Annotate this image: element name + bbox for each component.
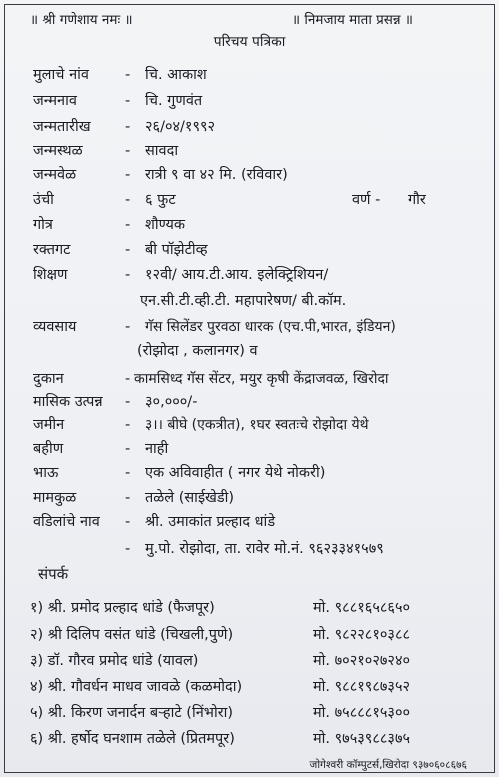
dob-value: २६/०४/१९९२ <box>145 119 216 135</box>
contact-entry-mobile: मो. ७०२१०२७२४० <box>313 653 411 669</box>
separator-dash: - <box>125 417 131 433</box>
income-label: मासिक उत्पन्न <box>33 394 103 410</box>
contact-entry-name: १) श्री. प्रमोद प्रल्हाद धांडे (फैजपूर) <box>30 600 215 616</box>
contact-entry-mobile: मो. ७५८८८१५३०० <box>313 705 411 721</box>
income-value: ३०,०००/- <box>145 394 198 410</box>
separator-dash: - <box>125 143 131 159</box>
contact-entry-mobile: मो. ९८२२८१०३८८ <box>313 627 411 643</box>
separator-dash: - <box>125 93 131 109</box>
separator-dash: - <box>125 394 131 410</box>
separator-dash: - <box>125 167 131 183</box>
gotra-label: गोत्र <box>33 217 53 233</box>
brother-label: भाऊ <box>33 465 59 481</box>
occupation-value-line1: गॅस सिलेंडर पुरवठा धारक (एच.पी,भारत, इंडियन) <box>145 319 396 335</box>
shop-value: कामसिध्द गॅस सेंटर, मयुर कृषी केंद्राजवळ, खिरोदा <box>134 371 389 387</box>
sister-value: नाही <box>145 441 169 457</box>
land-label: जमीन <box>33 417 65 433</box>
complexion-value: गौर <box>408 192 426 208</box>
maternal-family-value: तळेले (साईखेडी) <box>145 490 235 506</box>
gotra-value: शौण्यक <box>145 217 186 233</box>
contact-entry-name: ५) श्री. किरण जनार्दन बऱ्हाटे (निंभोरा) <box>30 705 234 721</box>
dob-label: जन्मतारीख <box>33 119 91 135</box>
father-value-line1: श्री. उमाकांत प्रल्हाद धांडे <box>145 514 276 530</box>
separator-dash: - <box>125 441 131 457</box>
contact-entry-name: २) श्री दिलिप वसंत धांडे (चिखली,पुणे) <box>30 627 234 643</box>
contact-entry-mobile: मो. ९८८१९८७३५२ <box>313 679 411 695</box>
name-value: चि. आकाश <box>145 67 207 83</box>
height-label: उंची <box>33 192 54 208</box>
header-invocation-right: ॥ निमजाय माता प्रसन्न ॥ <box>292 12 414 28</box>
printer-credit: जोगेश्वरी कॉम्पुटर्स,खिरोदा ९३७०६०८६७६ <box>309 759 467 771</box>
shop-label: दुकान <box>33 371 64 387</box>
separator-dash: - <box>125 217 131 233</box>
separator-dash: - <box>125 119 131 135</box>
contact-entry-mobile: मो. ९८८१६५८६५० <box>313 600 411 616</box>
separator-dash: - <box>125 465 131 481</box>
sister-label: बहीण <box>33 441 64 457</box>
education-value-line1: १२वी/ आय.टी.आय. इलेक्ट्रिशियन/ <box>145 267 329 283</box>
birth-name-label: जन्मनाव <box>33 93 77 109</box>
page-title: परिचय पत्रिका <box>213 34 286 50</box>
occupation-value-line2: (रोझोदा , कलानगर) व <box>137 343 258 359</box>
contact-entry-name: ६) श्री. हर्षोद घनशाम तळेले (प्रितमपूर) <box>30 731 235 747</box>
birth-name-value: चि. गुणवंत <box>145 93 203 109</box>
brother-value: एक अविवाहीत ( नगर येथे नोकरी) <box>145 465 326 481</box>
blood-group-label: रक्तगट <box>33 242 71 258</box>
birth-place-value: सावदा <box>145 143 179 159</box>
complexion-label: वर्ण - <box>352 192 381 208</box>
separator-dash: - <box>125 319 131 335</box>
contact-entry-mobile: मो. ९७५३९८८३७५ <box>313 731 411 747</box>
separator-dash: - <box>125 371 131 387</box>
separator-dash: - <box>125 192 131 208</box>
separator-dash: - <box>125 267 131 283</box>
separator-dash: - <box>125 541 131 557</box>
birth-time-value: रात्री ९ वा ४२ मि. (रविवार) <box>145 167 288 183</box>
separator-dash: - <box>125 242 131 258</box>
contact-entry-name: ३) डॉ. गौरव प्रमोद धांडे (यावल) <box>30 653 199 669</box>
separator-dash: - <box>125 514 131 530</box>
education-label: शिक्षण <box>33 267 68 283</box>
father-label: वडिलांचे नाव <box>33 514 100 530</box>
height-value: ६ फुट <box>145 192 176 208</box>
birth-time-label: जन्मवेळ <box>33 167 77 183</box>
birth-place-label: जन्मस्थळ <box>33 143 83 159</box>
name-label: मुलाचे नांव <box>33 67 89 83</box>
separator-dash: - <box>125 67 131 83</box>
education-value-line2: एन.सी.टी.व्ही.टी. महापारेषण/ बी.कॉम. <box>140 293 347 309</box>
occupation-label: व्यवसाय <box>33 319 77 335</box>
blood-group-value: बी पॉझेटीव्ह <box>145 242 208 258</box>
contact-entry-name: ४) श्री. गौवर्धन माधव जावळे (कळमोदा) <box>30 679 243 695</box>
header-invocation-left: ॥ श्री गणेशाय नमः ॥ <box>30 12 133 28</box>
contact-heading: संपर्क <box>38 565 69 583</box>
separator-dash: - <box>125 490 131 506</box>
maternal-family-label: मामकुळ <box>33 490 77 506</box>
father-value-line2: मु.पो. रोझोदा, ता. रावेर मो.नं. ९६२३३४१५७९ <box>145 541 384 557</box>
land-value: ३।। बीघे (एकत्रीत), १घर स्वतःचे रोझोदा येथे <box>145 417 369 433</box>
